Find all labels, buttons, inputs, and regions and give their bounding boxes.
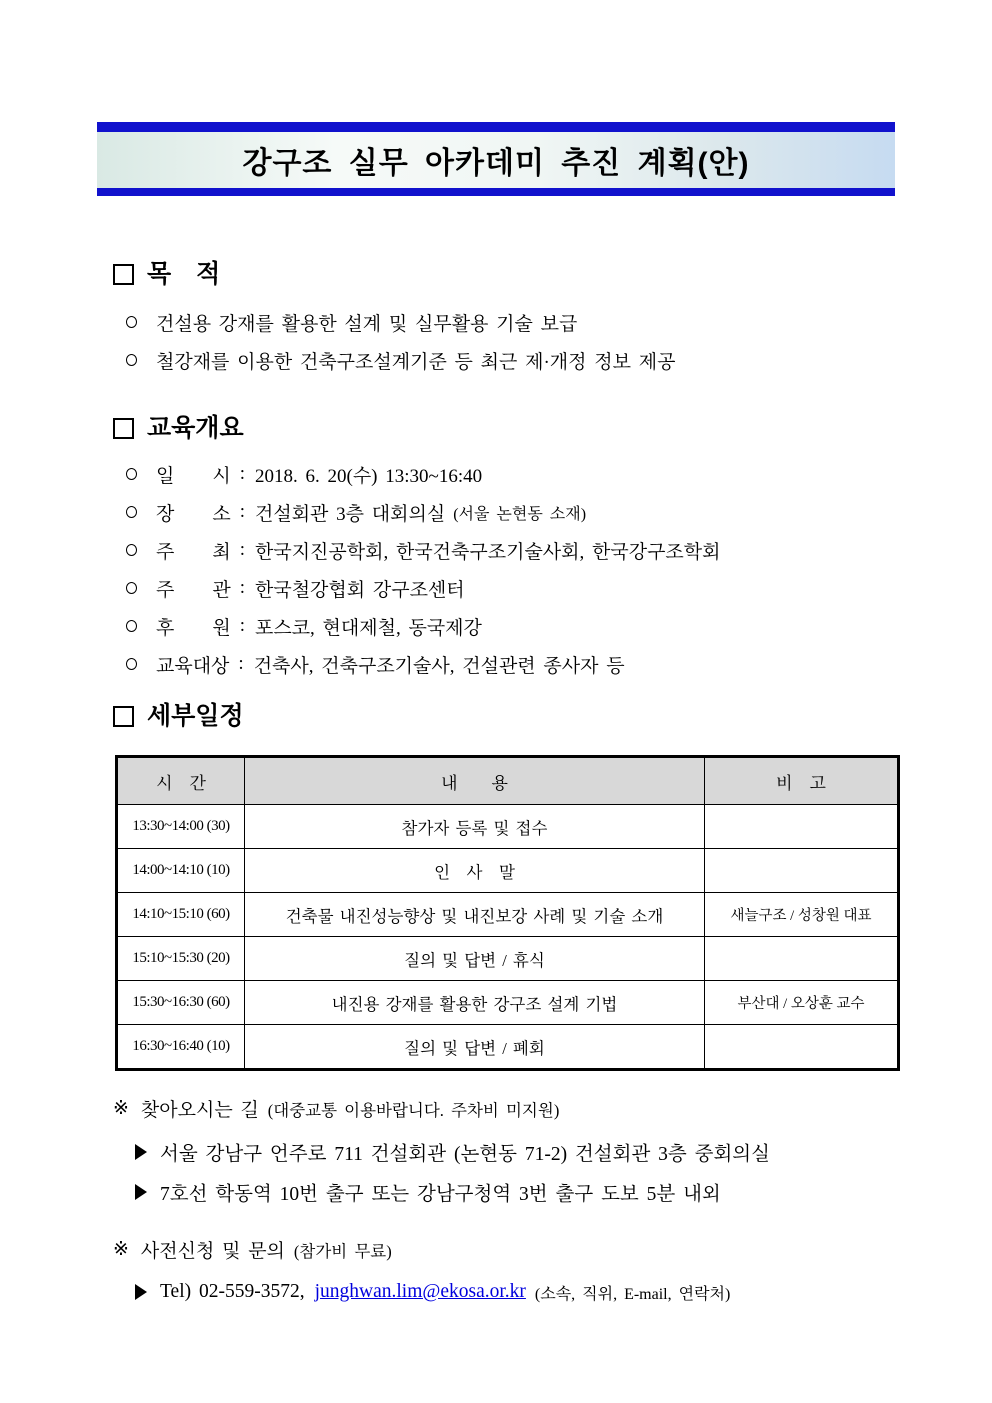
directions-lines [135, 1132, 770, 1212]
table-row [117, 805, 899, 849]
directions-line-text: 7호선 학동역 10번 출구 또는 강남구청역 3번 출구 도보 5분 내외 [160, 1184, 721, 1205]
list-item [126, 303, 675, 341]
list-item [135, 1272, 730, 1312]
cell-time: 14:00~14:10 (10) [117, 849, 245, 893]
list-item [126, 645, 721, 683]
banner-bottom-bar [97, 188, 895, 196]
cell-time: 14:10~15:10 (60) [117, 893, 245, 937]
table-row [117, 1025, 899, 1070]
column-header-time: 시 간 [117, 757, 245, 805]
section-heading-overview [113, 412, 244, 444]
cell-time: 16:30~16:40 (10) [117, 1025, 245, 1070]
cell-content: 내진용 강재를 활용한 강구조 설계 기법 [245, 981, 705, 1025]
colon-separator: : [239, 615, 245, 636]
overview-item-label: 주 최 [156, 541, 231, 563]
cell-remark: 부산대 / 오상훈 교수 [705, 981, 899, 1025]
section-heading-label: 세부일정 [147, 702, 244, 730]
schedule-table [115, 755, 900, 1071]
title-banner [97, 122, 895, 196]
purpose-bullet-text: 철강재를 이용한 건축구조설계기준 등 최근 제·개정 정보 제공 [156, 351, 676, 373]
circle-bullet-icon [126, 620, 137, 632]
list-item [135, 1132, 770, 1172]
contact-email-link[interactable]: junghwan.lim@ekosa.or.kr [314, 1281, 526, 1302]
cell-content: 질의 및 답변 / 휴식 [245, 937, 705, 981]
cell-content: 건축물 내진성능향상 및 내진보강 사례 및 기술 소개 [245, 893, 705, 937]
section-heading-label: 교육개요 [147, 414, 244, 442]
reference-mark-icon: ※ [113, 1239, 129, 1260]
square-marker-icon [113, 706, 134, 727]
section-heading-schedule [113, 700, 244, 732]
overview-item-label: 주 관 [156, 579, 231, 601]
overview-item-value: 건설회관 3층 대회의실 [255, 503, 446, 525]
cell-time: 13:30~14:00 (30) [117, 805, 245, 849]
table-header-row [117, 757, 899, 805]
directions-heading-note: (대중교통 이용바랍니다. 주차비 미지원) [267, 1100, 560, 1120]
contact-heading-label: 사전신청 및 문의 [140, 1241, 285, 1262]
contact-lines [135, 1272, 730, 1312]
cell-content: 질의 및 답변 / 폐회 [245, 1025, 705, 1070]
table-row [117, 937, 899, 981]
colon-separator: : [239, 577, 245, 598]
overview-item-label: 교육대상 [156, 655, 230, 677]
circle-bullet-icon [126, 468, 137, 480]
list-item [126, 569, 721, 607]
cell-remark [705, 937, 899, 981]
list-item [126, 493, 721, 531]
overview-item-label: 장 소 [156, 503, 231, 525]
circle-bullet-icon [126, 658, 137, 670]
arrow-icon [135, 1184, 147, 1200]
overview-item-label: 일 시 [156, 465, 231, 487]
purpose-bullet-list [126, 303, 675, 379]
colon-separator: : [238, 653, 244, 674]
cell-time: 15:30~16:30 (60) [117, 981, 245, 1025]
table-row [117, 981, 899, 1025]
section-heading-label: 목 적 [147, 260, 221, 288]
square-marker-icon [113, 418, 134, 439]
overview-item-value: 2018. 6. 20(수) 13:30~16:40 [255, 465, 483, 487]
column-header-remark: 비 고 [705, 757, 899, 805]
cell-remark [705, 805, 899, 849]
banner-body [97, 132, 895, 188]
arrow-icon [135, 1144, 147, 1160]
list-item [135, 1172, 770, 1212]
cell-content: 참가자 등록 및 접수 [245, 805, 705, 849]
cell-time: 15:10~15:30 (20) [117, 937, 245, 981]
overview-list [126, 455, 721, 683]
circle-bullet-icon [126, 582, 137, 594]
list-item [126, 607, 721, 645]
overview-item-value: 포스코, 현대제철, 동국제강 [255, 617, 482, 639]
circle-bullet-icon [126, 316, 137, 328]
colon-separator: : [239, 463, 245, 484]
directions-heading-label: 찾아오시는 길 [140, 1100, 259, 1121]
list-item [126, 531, 721, 569]
cell-remark [705, 849, 899, 893]
contact-tel: Tel) 02-559-3572, [160, 1281, 305, 1302]
reference-mark-icon: ※ [113, 1098, 129, 1119]
list-item [126, 341, 675, 379]
contact-heading [113, 1236, 392, 1263]
circle-bullet-icon [126, 506, 137, 518]
banner-top-bar [97, 122, 895, 132]
colon-separator: : [239, 539, 245, 560]
overview-item-note: (서울 논현동 소재) [453, 505, 587, 523]
directions-heading [113, 1095, 559, 1122]
arrow-icon [135, 1284, 147, 1300]
contact-heading-note: (참가비 무료) [293, 1241, 392, 1261]
circle-bullet-icon [126, 354, 137, 366]
cell-remark [705, 1025, 899, 1070]
section-heading-purpose [113, 258, 220, 290]
list-item [126, 455, 721, 493]
purpose-bullet-text: 건설용 강재를 활용한 설계 및 실무활용 기술 보급 [156, 313, 578, 335]
column-header-content: 내 용 [245, 757, 705, 805]
page-title: 강구조 실무 아카데미 추진 계획(안) [242, 147, 750, 180]
cell-remark: 새늘구조 / 성창원 대표 [705, 893, 899, 937]
contact-email-note: (소속, 직위, E-mail, 연락처) [534, 1285, 731, 1303]
table-row [117, 893, 899, 937]
table-row [117, 849, 899, 893]
square-marker-icon [113, 264, 134, 285]
cell-content: 인 사 말 [245, 849, 705, 893]
directions-line-text: 서울 강남구 언주로 711 건설회관 (논현동 71-2) 건설회관 3층 중회의실 [160, 1144, 770, 1165]
overview-item-value: 한국철강협회 강구조센터 [255, 579, 465, 601]
overview-item-label: 후 원 [156, 617, 231, 639]
circle-bullet-icon [126, 544, 137, 556]
overview-item-value: 한국지진공학회, 한국건축구조기술사회, 한국강구조학회 [255, 541, 721, 563]
colon-separator: : [239, 501, 245, 522]
overview-item-value: 건축사, 건축구조기술사, 건설관련 종사자 등 [253, 655, 625, 677]
